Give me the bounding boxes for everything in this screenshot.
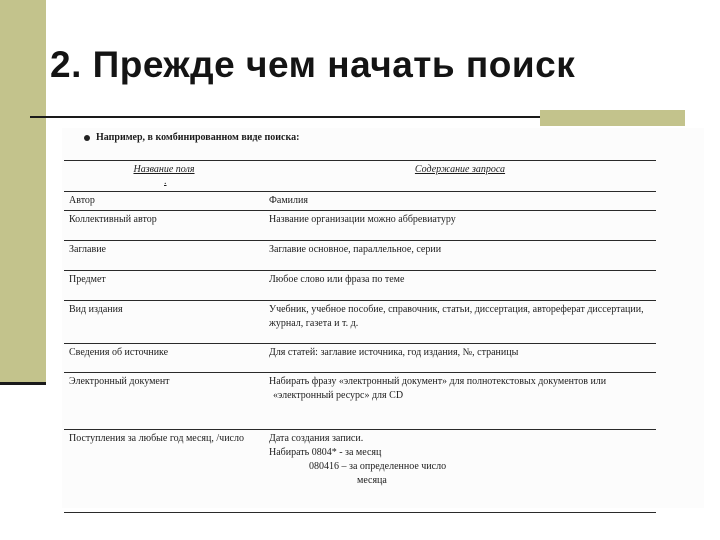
field-name-cell: Сведения об источнике	[64, 344, 264, 373]
query-content-cell: Любое слово или фраза по теме	[264, 271, 656, 301]
query-content-cell	[264, 430, 656, 513]
query-content-cell: Для статей: заглавие источника, год издания, №, страницы	[264, 344, 656, 373]
field-name-cell: Электронный документ	[64, 373, 264, 430]
table-row	[64, 211, 656, 241]
table-row	[64, 271, 656, 301]
query-content-line: «электронный ресурс» для CD	[273, 390, 404, 401]
slide-title: 2. Прежде чем начать поиск	[50, 44, 576, 85]
decorative-side-bar-underline	[0, 382, 46, 385]
decorative-accent-block	[540, 110, 685, 126]
query-content-cell	[264, 373, 656, 430]
table-row	[64, 241, 656, 271]
field-name-cell: Предмет	[64, 271, 264, 301]
field-name-cell: Поступления за любые год месяц, /число	[64, 430, 264, 513]
column-header-mark: .	[164, 176, 167, 187]
query-content-line: Дата создания записи.	[269, 433, 364, 444]
field-name-cell: Автор	[64, 192, 264, 211]
field-name-cell: Коллективный автор	[64, 211, 264, 241]
query-content-line: месяца	[357, 475, 387, 486]
table-row	[64, 344, 656, 373]
query-content-cell: Учебник, учебное пособие, справочник, статьи, диссертация, автореферат диссертации, журнал, газета и т. д.	[264, 301, 656, 344]
column-header-field	[64, 161, 264, 192]
table-header-row	[64, 161, 656, 192]
table-row	[64, 373, 656, 430]
table-row	[64, 301, 656, 344]
query-content-line: Набирать фразу «электронный документ» для полнотекстовых документов или	[269, 376, 607, 387]
query-content-line: Набирать 0804* - за месяц	[269, 447, 382, 458]
column-header-content: Содержание запроса	[264, 161, 656, 192]
query-content-cell: Фамилия	[264, 192, 656, 211]
field-name-cell: Заглавие	[64, 241, 264, 271]
field-name-cell: Вид издания	[64, 301, 264, 344]
document-intro	[84, 132, 299, 143]
query-content-cell: Заглавие основное, параллельное, серии	[264, 241, 656, 271]
scanned-document	[62, 128, 704, 508]
column-header-field-label: Название поля	[133, 164, 195, 175]
table-row	[64, 192, 656, 211]
query-content-line: 080416 – за определенное число	[309, 461, 447, 472]
table-row	[64, 430, 656, 513]
bullet-icon	[84, 135, 90, 141]
decorative-side-bar	[0, 0, 46, 382]
document-intro-text: Например, в комбинированном виде поиска:	[96, 132, 300, 143]
search-fields-table	[64, 160, 656, 513]
query-content-cell: Название организации можно аббревиатуру	[264, 211, 656, 241]
